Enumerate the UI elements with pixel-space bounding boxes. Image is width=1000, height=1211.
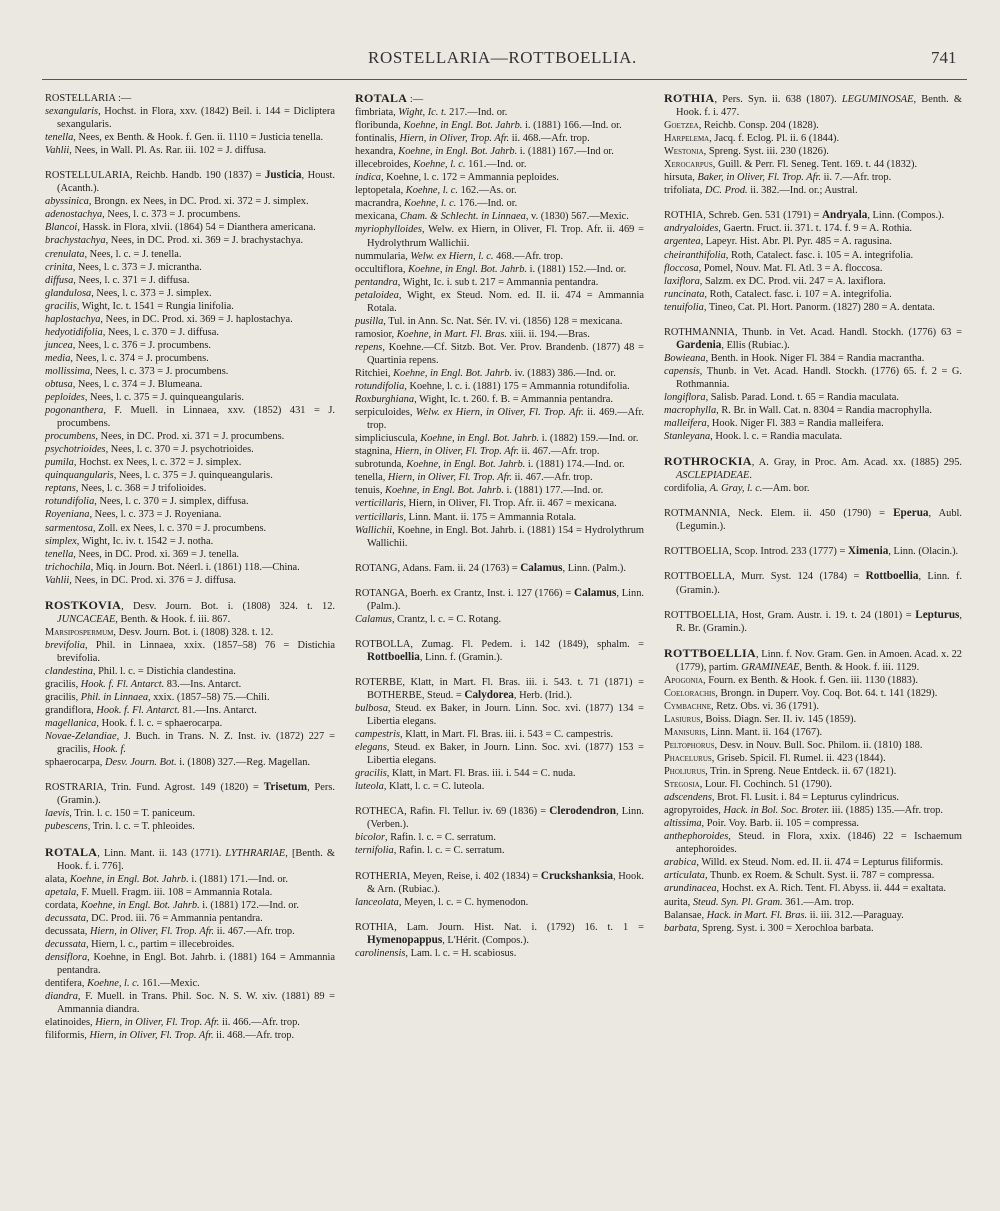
index-entry: subrotunda, Koehne, in Engl. Bot. Jahrb. i. (1881) 174.—Ind. or. bbox=[355, 459, 625, 471]
index-entry: longiflora, Salisb. Parad. Lond. t. 65 = Randia maculata. bbox=[664, 391, 900, 403]
index-entry: obtusa, Nees, l. c. 374 = J. Blumeana. bbox=[45, 378, 203, 390]
index-entry: ROSTKOVIA, Desv. Journ. Bot. i. (1808) 324. t. 12. JUNCACEAE, Benth. & Hook. f. iii. 867. bbox=[45, 597, 335, 625]
index-entry: rotundifolia, Nees, l. c. 370 = J. simplex, diffusa. bbox=[45, 496, 249, 508]
index-entry: gracilis, Wight, Ic. t. 1541 = Rungia linifolia. bbox=[45, 300, 234, 312]
index-entry: verticillaris, Hiern, in Oliver, Fl. Trop. Afr. ii. 467 = mexicana. bbox=[355, 498, 617, 510]
index-entry: floribunda, Koehne, in Engl. Bot. Jahrb. i. (1881) 166.—Ind. or. bbox=[355, 120, 622, 132]
index-entry: andryaloides, Gaertn. Fruct. ii. 371. t. 174. f. 9 = A. Rothia. bbox=[664, 223, 913, 235]
index-entry: Phacelurus, Griseb. Spicil. Fl. Rumel. ii. 423 (1844). bbox=[664, 753, 886, 765]
index-entry: verticillaris, Linn. Mant. ii. 175 = Ammannia Rotala. bbox=[355, 511, 577, 523]
index-entry: cordifolia, A. Gray, l. c.—Am. bor. bbox=[664, 483, 810, 495]
index-entry: serpiculoides, Welw. ex Hiern, in Oliver, Fl. Trop. Afr. ii. 469.—Afr. trop. bbox=[355, 407, 644, 432]
index-entry: hexandra, Koehne, in Engl. Bot. Jahrb. i. (1881) 167.—Ind or. bbox=[355, 146, 614, 158]
index-entry: brevifolia, Phil. in Linnaea, xxix. (1857–58) 76 = Distichia brevifolia. bbox=[45, 639, 335, 664]
index-entry: articulata, Thunb. ex Roem. & Schult. Syst. ii. 787 = compressa. bbox=[664, 870, 935, 882]
index-entry: Coelorachis, Brongn. in Duperr. Voy. Coq. Bot. 64. t. 141 (1829). bbox=[664, 687, 938, 699]
index-entry: laxiflora, Salzm. ex DC. Prod. vii. 247 = A. laxiflora. bbox=[664, 275, 886, 287]
index-entry: Xerocarpus, Guill. & Perr. Fl. Seneg. Tent. 169. t. 44 (1832). bbox=[664, 159, 918, 171]
index-entry: bulbosa, Steud. ex Baker, in Journ. Linn. Soc. xvi. (1877) 134 = Libertia elegans. bbox=[355, 703, 644, 728]
index-entry: stagnina, Hiern, in Oliver, Fl. Trop. Afr. ii. 467.—Afr. trop. bbox=[355, 446, 600, 458]
index-entry: Vahlii, Nees, in Wall. Pl. As. Rar. iii. 102 = J. diffusa. bbox=[45, 145, 267, 157]
index-entry: clandestina, Phil. l. c. = Distichia clandestina. bbox=[45, 665, 236, 677]
index-entry: simplex, Wight, Ic. iv. t. 1542 = J. notha. bbox=[45, 535, 214, 547]
index-entry: Bowieana, Benth. in Hook. Niger Fl. 384 = Randia macrantha. bbox=[664, 352, 925, 364]
index-entry: luteola, Klatt, l. c. = C. luteola. bbox=[355, 781, 485, 793]
index-entry: Marsipospermum, Desv. Journ. Bot. i. (1808) 328. t. 12. bbox=[45, 626, 274, 638]
index-entry: pumila, Hochst. ex Nees, l. c. 372 = J. simplex. bbox=[45, 457, 242, 469]
index-entry: ROTTBOELLIA, Linn. f. Nov. Gram. Gen. in Amoen. Acad. x. 22 (1779), partim. GRAMINEAE, Benth. & Hook. f. iii. 1129. bbox=[664, 645, 962, 673]
running-head: ROSTELLARIA—ROTTBOELLIA. bbox=[368, 48, 637, 67]
index-entry: rotundifolia, Koehne, l. c. i. (1881) 175 = Ammannia rotundifolia. bbox=[355, 381, 630, 393]
index-entry: abyssinica, Brongn. ex Nees, in DC. Prod. xi. 372 = J. simplex. bbox=[45, 196, 309, 208]
index-entry: Royeniana, Nees, l. c. 373 = J. Royeniana. bbox=[45, 509, 222, 521]
index-entry: ROTHROCKIA, A. Gray, in Proc. Am. Acad. xx. (1885) 295. ASCLEPIADEAE. bbox=[664, 454, 962, 482]
index-entry: haplostachya, Nees, in DC. Prod. xi. 369 = J. haplostachya. bbox=[45, 313, 293, 325]
index-entry: Balansae, Hack. in Mart. Fl. Bras. ii. iii. 312.—Paraguay. bbox=[664, 909, 904, 921]
header-rule bbox=[42, 79, 967, 80]
index-entry: Wallichii, Koehne, in Engl. Bot. Jahrb. i. (1881) 154 = Hydrolythrum Wallichii. bbox=[355, 524, 644, 549]
index-entry: ROTHECA, Rafin. Fl. Tellur. iv. 69 (1836) = Clerodendron, Linn. (Verben.). bbox=[355, 805, 644, 831]
index-entry: arabica, Willd. ex Steud. Nom. ed. II. ii. 474 = Lepturus filiformis. bbox=[664, 857, 944, 869]
index-entry: cordata, Koehne, in Engl. Bot. Jahrb. i. (1881) 172.—Ind. or. bbox=[45, 899, 299, 911]
index-entry: cheiranthifolia, Roth, Catalect. fasc. i. 105 = A. integrifolia. bbox=[664, 249, 914, 261]
index-entry: decussata, Hiern, in Oliver, Fl. Trop. Afr. ii. 467.—Afr. trop. bbox=[45, 925, 295, 937]
index-entry: Vahlii, Nees, in DC. Prod. xi. 376 = J. diffusa. bbox=[45, 574, 236, 586]
index-entry: ROTERBE, Klatt, in Mart. Fl. Bras. iii. i. 543. t. 71 (1871) = BOTHERBE, Steud. = Calydorea, Herb. (Irid.). bbox=[355, 676, 644, 701]
index-entry: sexangularis, Hochst. in Flora, xxv. (1842) Beil. i. 144 = Dicliptera sexangularis. bbox=[45, 106, 335, 131]
index-entry: ROTHIA, Lam. Journ. Hist. Nat. i. (1792) 16. t. 1 = Hymenopappus, L'Hérit. (Compos.). bbox=[355, 921, 644, 946]
index-entry: fimbriata, Wight, Ic. t. 217.—Ind. or. bbox=[355, 107, 508, 119]
index-entry: ROTANG, Adans. Fam. ii. 24 (1763) = Calamus, Linn. (Palm.). bbox=[355, 561, 626, 574]
index-entry: Westonia, Spreng. Syst. iii. 230 (1826). bbox=[664, 146, 829, 158]
index-entry: Ritchiei, Koehne, in Engl. Bot. Jahrb. iv. (1883) 386.—Ind. or. bbox=[355, 367, 616, 379]
index-entry: Novae-Zelandiae, J. Buch. in Trans. N. Z. Inst. iv. (1872) 227 = gracilis, Hook. f. bbox=[45, 731, 335, 756]
index-entry: Pholiurus, Trin. in Spreng. Neue Entdeck. ii. 67 (1821). bbox=[664, 766, 897, 778]
index-entry: ROTBOLLA, Zumag. Fl. Pedem. i. 142 (1849), sphalm. = Rottboellia, Linn. f. (Gramin.). bbox=[355, 638, 644, 663]
index-entry: runcinata, Roth, Catalect. fasc. i. 107 = A. integrifolia. bbox=[664, 288, 892, 300]
column-middle bbox=[355, 92, 644, 960]
index-entry: barbata, Spreng. Syst. i. 300 = Xerochloa barbata. bbox=[664, 922, 874, 934]
index-entry: diandra, F. Muell. in Trans. Phil. Soc. N. S. W. xiv. (1881) 89 = Ammannia diandra. bbox=[45, 991, 335, 1016]
index-entry: myriophylloides, Welw. ex Hiern, in Oliver, Fl. Trop. Afr. ii. 469 = Hydrolythrum Wallichii. bbox=[355, 224, 644, 249]
index-entry: ROTTBOELIA, Scop. Introd. 233 (1777) = Ximenia, Linn. (Olacin.). bbox=[664, 545, 959, 558]
index-entry: media, Nees, l. c. 374 = J. procumbens. bbox=[45, 352, 209, 364]
index-entry: altissima, Poir. Voy. Barb. ii. 105 = compressa. bbox=[664, 818, 860, 830]
index-entry: malleifera, Hook. Niger Fl. 383 = Randia malleifera. bbox=[664, 418, 884, 430]
index-entry: carolinensis, Lam. l. c. = H. scabiosus. bbox=[355, 947, 517, 959]
index-entry: aurita, Steud. Syn. Pl. Gram. 361.—Am. trop. bbox=[664, 896, 854, 908]
index-entry: elatinoides, Hiern, in Oliver, Fl. Trop. Afr. ii. 466.—Afr. trop. bbox=[45, 1017, 300, 1029]
index-entry: peploides, Nees, l. c. 375 = J. quinqueangularis. bbox=[45, 392, 244, 404]
index-entry: argentea, Lapeyr. Hist. Abr. Pl. Pyr. 485 = A. ragusina. bbox=[664, 236, 893, 248]
index-entry: pubescens, Trin. l. c. = T. phleoides. bbox=[45, 821, 195, 833]
index-entry: pogonanthera, F. Muell. in Linnaea, xxv. (1852) 431 = J. procumbens. bbox=[45, 405, 335, 430]
index-entry: Harpelema, Jacq. f. Eclog. Pl. ii. 6 (1844). bbox=[664, 133, 840, 145]
index-entry: indica, Koehne, l. c. 172 = Ammannia peploides. bbox=[355, 172, 559, 184]
index-entry: tenella, Nees, in DC. Prod. xi. 369 = J. tenella. bbox=[45, 548, 240, 560]
index-entry: Peltophorus, Desv. in Nouv. Bull. Soc. Philom. ii. (1810) 188. bbox=[664, 739, 923, 751]
index-entry: leptopetala, Koehne, l. c. 162.—As. or. bbox=[355, 185, 517, 197]
index-entry: tenella, Hiern, in Oliver, Fl. Trop. Afr. ii. 467.—Afr. trop. bbox=[355, 472, 593, 484]
index-entry: Cymbachne, Retz. Obs. vi. 36 (1791). bbox=[664, 700, 819, 712]
index-entry: campestris, Klatt, in Mart. Fl. Bras. iii. i. 543 = C. campestris. bbox=[355, 729, 614, 741]
index-entry: hedyotidifolia, Nees, l. c. 370 = J. diffusa. bbox=[45, 326, 219, 338]
index-entry: tenuis, Koehne, in Engl. Bot. Jahrb. i. (1881) 177.—Ind. or. bbox=[355, 485, 604, 497]
index-entry: alata, Koehne, in Engl. Bot. Jahrb. i. (1881) 171.—Ind. or. bbox=[45, 873, 288, 885]
column-left bbox=[45, 92, 335, 1042]
index-entry: ROSTELLULARIA, Reichb. Handb. 190 (1837) = Justicia, Houst. (Acanth.). bbox=[45, 169, 336, 195]
page-number: 741 bbox=[931, 48, 957, 67]
index-entry: ROTANGA, Boerh. ex Crantz, Inst. i. 127 (1766) = Calamus, Linn. (Palm.). bbox=[355, 586, 644, 612]
index-entry: Roxburghiana, Wight, Ic. t. 260. f. B. = Ammannia pentandra. bbox=[355, 394, 613, 406]
index-entry: fontinalis, Hiern, in Oliver, Trop. Afr. ii. 468.—Afr. trop. bbox=[355, 133, 590, 145]
index-entry: sphaerocarpa, Desv. Journ. Bot. i. (1808) 327.—Reg. Magellan. bbox=[45, 757, 310, 769]
index-entry: quinquangularis, Nees, l. c. 375 = J. quinqueangularis. bbox=[45, 470, 273, 482]
index-entry: sarmentosa, Zoll. ex Nees, l. c. 370 = J. procumbens. bbox=[45, 522, 267, 534]
index-entry: ROTMANNIA, Neck. Elem. ii. 450 (1790) = Eperua, Aubl. (Legumin.). bbox=[664, 507, 962, 533]
index-entry: decussata, DC. Prod. iii. 76 = Ammannia pentandra. bbox=[45, 912, 263, 924]
index-entry: psychotrioides, Nees, l. c. 370 = J. psychotrioides. bbox=[45, 444, 254, 456]
index-entry: mollissima, Nees, l. c. 373 = J. procumbens. bbox=[45, 365, 229, 377]
index-entry: gracilis, Phil. in Linnaea, xxix. (1857–58) 75.—Chili. bbox=[45, 692, 270, 704]
index-entry: repens, Koehne.—Cf. Sitzb. Bot. Ver. Prov. Brandenb. (1877) 48 = Quartinia repens. bbox=[355, 341, 644, 366]
index-entry: Blancoi, Hassk. in Flora, xlvii. (1864) 54 = Dianthera americana. bbox=[45, 222, 316, 234]
index-entry: Manisuris, Linn. Mant. ii. 164 (1767). bbox=[664, 726, 823, 738]
index-entry: filiformis, Hiern, in Oliver, Fl. Trop. Afr. ii. 468.—Afr. trop. bbox=[45, 1030, 295, 1042]
index-entry: glandulosa, Nees, l. c. 373 = J. simplex. bbox=[45, 287, 212, 299]
index-entry: pentandra, Wight, Ic. i. sub t. 217 = Ammannia pentandra. bbox=[355, 276, 599, 288]
index-entry: pusilla, Tul. in Ann. Sc. Nat. Sér. IV. vi. (1856) 128 = mexicana. bbox=[355, 315, 623, 327]
index-entry: brachystachya, Nees, in DC. Prod. xi. 369 = J. brachystachya. bbox=[45, 235, 304, 247]
index-entry: ROTTBOELLIA, Host, Gram. Austr. i. 19. t. 24 (1801) = Lepturus, R. Br. (Gramin.). bbox=[664, 608, 962, 634]
index-entry: trifoliata, DC. Prod. ii. 382.—Ind. or.; Austral. bbox=[664, 185, 858, 197]
index-entry: tenuifolia, Tineo, Cat. Pl. Hort. Panorm. (1827) 280 = A. dentata. bbox=[664, 301, 935, 313]
index-entry: elegans, Steud. ex Baker, in Journ. Linn. Soc. xvi. (1877) 153 = Libertia elegans. bbox=[355, 742, 644, 767]
index-entry: Calamus, Crantz, l. c. = C. Rotang. bbox=[355, 613, 502, 625]
index-entry: reptans, Nees, l. c. 368 = J trifolioides. bbox=[45, 483, 207, 495]
index-entry: ROTTBOELLA, Murr. Syst. 124 (1784) = Rottboellia, Linn. f. (Gramin.). bbox=[664, 570, 962, 596]
index-entry: adscendens, Brot. Fl. Lusit. i. 84 = Lepturus cylindricus. bbox=[664, 792, 900, 804]
index-entry: bicolor, Rafin. l. c. = C. serratum. bbox=[355, 832, 496, 844]
index-entry: ROTHIA, Pers. Syn. ii. 638 (1807). LEGUMINOSAE, Benth. & Hook. f. i. 477. bbox=[664, 91, 962, 119]
index-entry: grandiflora, Hook. f. Fl. Antarct. 81.—Ins. Antarct. bbox=[45, 705, 257, 717]
index-entry: floccosa, Pomel, Nouv. Mat. Fl. Atl. 3 = A. floccosa. bbox=[664, 262, 883, 274]
index-entry: diffusa, Nees, l. c. 371 = J. diffusa. bbox=[45, 274, 190, 286]
index-entry: ROSTELLARIA :— bbox=[45, 93, 132, 104]
index-entry: Goetzea, Reichb. Consp. 204 (1828). bbox=[664, 120, 819, 132]
index-entry: macrophylla, R. Br. in Wall. Cat. n. 8304 = Randia macrophylla. bbox=[664, 405, 932, 417]
index-entry: ramosior, Koehne, in Mart. Fl. Bras. xiii. ii. 194.—Bras. bbox=[355, 328, 590, 340]
index-entry: illecebroides, Koehne, l. c. 161.—Ind. or. bbox=[355, 159, 527, 171]
column-right bbox=[664, 92, 962, 935]
index-entry: ROTHMANNIA, Thunb. in Vet. Acad. Handl. Stockh. (1776) 63 = Gardenia, Ellis (Rubiac.). bbox=[664, 326, 962, 351]
index-entry: laevis, Trin. l. c. 150 = T. paniceum. bbox=[45, 808, 196, 820]
index-entry: magellanica, Hook. f. l. c. = sphaerocarpa. bbox=[45, 718, 223, 730]
index-entry: petaloidea, Wight, ex Steud. Nom. ed. II. ii. 474 = Ammannia Rotala. bbox=[355, 289, 644, 314]
index-entry: adenostachya, Nees, l. c. 373 = J. procumbens. bbox=[45, 209, 241, 221]
index-entry: densiflora, Koehne, in Engl. Bot. Jahrb. i. (1881) 164 = Ammannia pentandra. bbox=[45, 951, 335, 976]
index-entry: Stanleyana, Hook. l. c. = Randia maculata. bbox=[664, 431, 843, 443]
index-entry: apetala, F. Muell. Fragm. iii. 108 = Ammannia Rotala. bbox=[45, 886, 273, 898]
index-entry: gracilis, Hook. f. Fl. Antarct. 83.—Ins. Antarct. bbox=[45, 679, 242, 691]
index-entry: Apogonia, Fourn. ex Benth. & Hook. f. Gen. iii. 1130 (1883). bbox=[664, 674, 918, 686]
index-entry: anthephoroides, Steud. in Flora, xxix. (1846) 22 = Ischaemum antephoroides. bbox=[664, 831, 962, 856]
index-entry: arundinacea, Hochst. ex A. Rich. Tent. Fl. Abyss. ii. 444 = exaltata. bbox=[664, 883, 947, 895]
index-entry: capensis, Thunb. in Vet. Acad. Handl. Stockh. (1776) 65. f. 2 = G. Rothmannia. bbox=[664, 365, 962, 390]
index-entry: trichochila, Miq. in Journ. Bot. Néerl. i. (1861) 118.—China. bbox=[45, 561, 300, 573]
index-entry: hirsuta, Baker, in Oliver, Fl. Trop. Afr. ii. 7.—Afr. trop. bbox=[664, 172, 892, 184]
index-entry: mexicana, Cham. & Schlecht. in Linnaea, v. (1830) 567.—Mexic. bbox=[355, 211, 629, 223]
index-entry: crinita, Nees, l. c. 373 = J. micrantha. bbox=[45, 261, 202, 273]
index-entry: juncea, Nees, l. c. 376 = J. procumbens. bbox=[45, 339, 212, 351]
index-entry: simpliciuscula, Koehne, in Engl. Bot. Jahrb. i. (1882) 159.—Ind. or. bbox=[355, 433, 639, 445]
index-entry: ROTALA :— bbox=[355, 91, 424, 105]
index-entry: Stegosia, Lour. Fl. Cochinch. 51 (1790). bbox=[664, 779, 832, 791]
index-entry: decussata, Hiern, l. c., partim = illecebroides. bbox=[45, 938, 235, 950]
index-entry: tenella, Nees, ex Benth. & Hook. f. Gen. ii. 1110 = Justicia tenella. bbox=[45, 132, 324, 144]
index-entry: ROSTRARIA, Trin. Fund. Agrost. 149 (1820) = Trisetum, Pers. (Gramin.). bbox=[45, 781, 335, 807]
index-entry: occultiflora, Koehne, in Engl. Bot. Jahrb. i. (1881) 152.—Ind. or. bbox=[355, 263, 627, 275]
index-entry: gracilis, Klatt, in Mart. Fl. Bras. iii. i. 544 = C. nuda. bbox=[355, 768, 576, 780]
index-entry: ROTHERIA, Meyen, Reise, i. 402 (1834) = Cruckshanksia, Hook. & Arn. (Rubiac.). bbox=[355, 869, 644, 895]
index-entry: macrandra, Koehne, l. c. 176.—Ind. or. bbox=[355, 198, 518, 210]
index-entry: crenulata, Nees, l. c. = J. tenella. bbox=[45, 248, 182, 260]
index-entry: nummularia, Welw. ex Hiern, l. c. 468.—Afr. trop. bbox=[355, 250, 564, 262]
index-entry: procumbens, Nees, in DC. Prod. xi. 371 = J. procumbens. bbox=[45, 431, 285, 443]
index-entry: ternifolia, Rafin. l. c. = C. serratum. bbox=[355, 845, 505, 857]
index-entry: agropyroides, Hack. in Bol. Soc. Broter. iii. (1885) 135.—Afr. trop. bbox=[664, 805, 943, 817]
index-entry: lanceolata, Meyen, l. c. = C. hymenodon. bbox=[355, 896, 529, 908]
index-entry: ROTALA, Linn. Mant. ii. 143 (1771). LYTHRARIAE, [Benth. & Hook. f. i. 776]. bbox=[45, 844, 335, 872]
index-entry: ROTHIA, Schreb. Gen. 531 (1791) = Andryala, Linn. (Compos.). bbox=[664, 209, 945, 222]
index-entry: Lasiurus, Boiss. Diagn. Ser. II. iv. 145 (1859). bbox=[664, 713, 857, 725]
index-entry: dentifera, Koehne, l. c. 161.—Mexic. bbox=[45, 978, 200, 989]
